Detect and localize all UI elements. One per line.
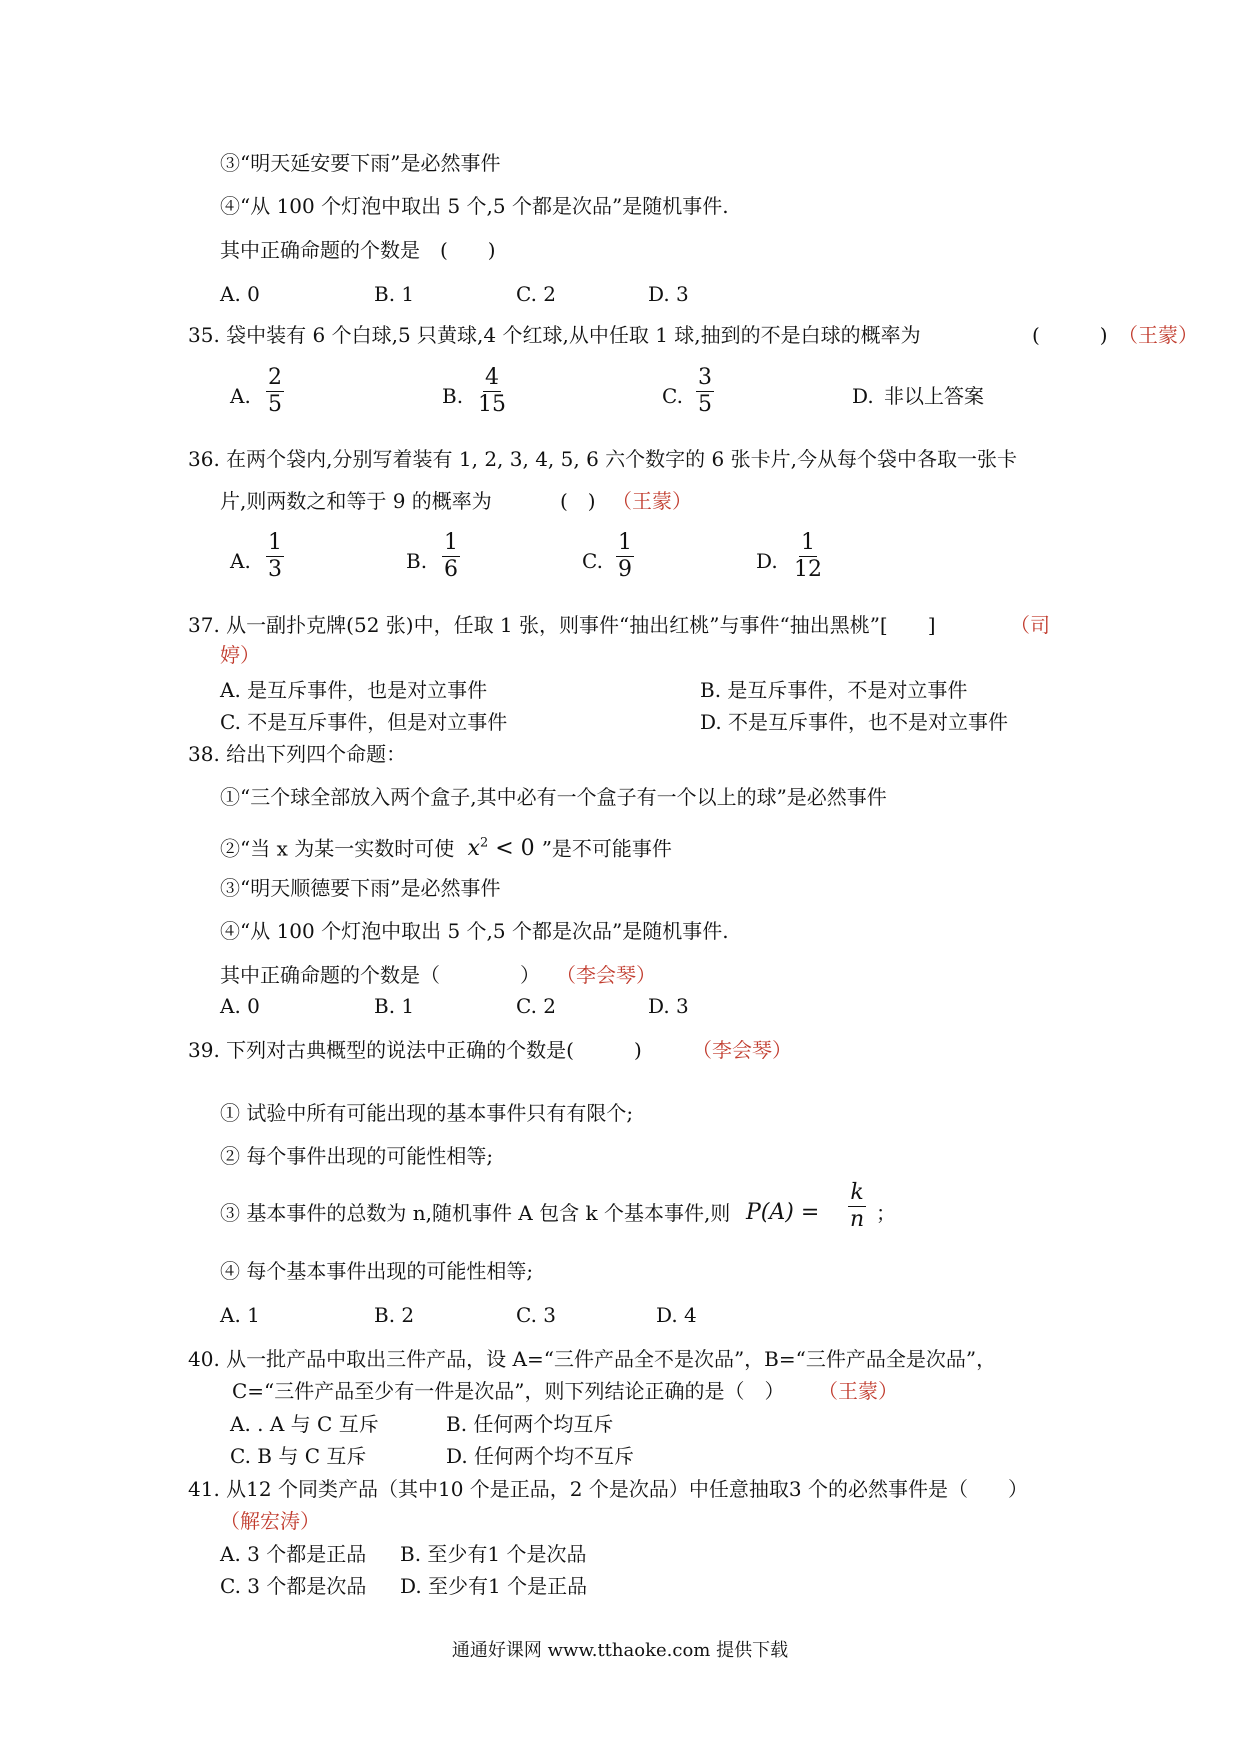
numerator: 2 [268,365,282,390]
denominator: 5 [698,392,712,417]
q39-author: （李会琴） [692,1038,792,1062]
q39-item-4: ④ 每个基本事件出现的可能性相等; [220,1259,534,1283]
probability-formula-fraction [848,1180,866,1233]
q35-paren: ( ) [1032,323,1108,347]
q38-stem: 38. 给出下列四个命题： [188,742,407,766]
q36-option-c-fraction [616,530,634,583]
q41-option-a: A. 3 个都是正品 [220,1542,367,1566]
q38-item-1: ①“三个球全部放入两个盒子,其中必有一个盒子有一个以上的球”是必然事件 [220,785,887,809]
q35-option-a-label: A. [230,384,251,408]
q40-option-a: A. . A 与 C 互斥 [230,1412,379,1436]
q34-item-3: ③“明天延安要下雨”是必然事件 [220,151,501,175]
q38-item-3: ③“明天顺德要下雨”是必然事件 [220,876,501,900]
q38-option-c: C. 2 [516,994,557,1018]
q40-option-c: C. B 与 C 互斥 [230,1444,367,1468]
q37-option-b: B. 是互斥事件，不是对立事件 [700,678,968,702]
q39-option-d: D. 4 [656,1303,697,1327]
q35-option-d-text: 非以上答案 [884,384,984,408]
q41-option-d: D. 至少有1 个是正品 [400,1574,588,1598]
q38-option-d: D. 3 [648,994,689,1018]
page-footer: 通通好课网 www.tthaoke.com 提供下载 [451,1640,789,1661]
q39-option-b: B. 2 [374,1303,415,1327]
q38-item-2-end: ”是不可能事件 [541,836,672,861]
q36-option-b-label: B. [406,549,428,573]
q37-author-part-2: 婷） [220,643,260,667]
q41-stem: 41. 从12 个同类产品（其中10 个是正品，2 个是次品）中任意抽取3 个的必然事件是（ ） [188,1477,1028,1501]
q39-option-a: A. 1 [220,1303,260,1327]
q38-item-2-start: ②“当 x 为某一实数时可使 [220,836,455,861]
q39-item-3: ③ 基本事件的总数为 n,随机事件 A 包含 k 个基本事件,则 [220,1201,731,1225]
q41-option-b: B. 至少有1 个是次品 [400,1542,587,1566]
q40-stem-line-1: 40. 从一批产品中取出三件产品，设 A=“三件产品全不是次品”，B=“三件产品全是次品”， [188,1347,997,1371]
q36-option-a-label: A. [230,549,251,573]
q35-author: （王蒙） [1118,323,1198,347]
denominator: 5 [268,392,282,417]
q35-option-c-fraction [696,365,714,418]
q40-stem-line-2: C=“三件产品至少有一件是次品”，则下列结论正确的是（ ） [232,1379,785,1403]
q34-option-d: D. 3 [648,282,689,306]
q41-author: （解宏涛） [220,1509,320,1533]
q41-option-c: C. 3 个都是次品 [220,1574,367,1598]
q35-option-d-label: D. [852,384,874,408]
q36-paren: ( ) [560,489,596,513]
q38-ask: 其中正确命题的个数是（ ） [220,963,540,987]
numerator: 4 [485,365,499,390]
q34-option-a: A. 0 [220,282,260,306]
q38-item-4: ④“从 100 个灯泡中取出 5 个,5 个都是次品”是随机事件. [220,919,729,943]
q38-option-b: B. 1 [374,994,415,1018]
q34-option-b: B. 1 [374,282,415,306]
denominator: 12 [794,557,822,582]
q40-option-d: D. 任何两个均不互斥 [446,1444,635,1468]
denominator: 3 [268,557,282,582]
q39-stem: 39. 下列对古典概型的说法中正确的个数是( ) [188,1038,642,1062]
q36-stem-line-2: 片,则两数之和等于 9 的概率为 [220,489,492,513]
q40-option-b: B. 任何两个均互斥 [446,1412,614,1436]
numerator: k [850,1180,864,1205]
q35-option-a-fraction [266,365,284,418]
denominator: 15 [478,392,506,417]
probability-formula-lhs: P(A) = [746,1200,820,1225]
q35-option-b-label: B. [442,384,464,408]
denominator: n [850,1207,865,1232]
q37-stem: 37. 从一副扑克牌(52 张)中，任取 1 张，则事件“抽出红桃”与事件“抽出黑桃”[ ] [188,613,936,637]
q37-option-c: C. 不是互斥事件，但是对立事件 [220,710,508,734]
q36-option-d-label: D. [756,549,778,573]
q37-author-part-1: （司 [1010,613,1050,637]
q37-option-d: D. 不是互斥事件，也不是对立事件 [700,710,1009,734]
q36-option-b-fraction [442,530,460,583]
denominator: 9 [618,557,632,582]
q36-option-c-label: C. [582,549,603,573]
q34-option-c: C. 2 [516,282,557,306]
q34-item-4: ④“从 100 个灯泡中取出 5 个,5 个都是次品”是随机事件. [220,194,729,218]
q36-author: （王蒙） [612,489,692,513]
q40-author: （王蒙） [818,1379,898,1403]
q36-stem-line-1: 36. 在两个袋内,分别写着装有 1, 2, 3, 4, 5, 6 六个数字的 6 张卡片,今从每个袋中各取一张卡 [188,447,1017,471]
q39-option-c: C. 3 [516,1303,557,1327]
q36-option-a-fraction [266,530,284,583]
numerator: 1 [444,530,458,555]
numerator: 1 [268,530,282,555]
q36-option-d-fraction [792,530,824,583]
inequality-formula: $x^2 < 0$ [460,836,542,862]
q35-option-b-fraction [476,365,508,418]
q35-option-c-label: C. [662,384,683,408]
q39-item-2: ② 每个事件出现的可能性相等; [220,1144,494,1168]
numerator: 3 [698,365,712,390]
q38-option-a: A. 0 [220,994,260,1018]
q39-item-1: ① 试验中所有可能出现的基本事件只有有限个; [220,1101,634,1125]
q34-stem: 其中正确命题的个数是 ( ) [220,238,496,262]
q38-item-2 [220,831,672,862]
q37-option-a: A. 是互斥事件，也是对立事件 [220,678,488,702]
probability-formula-end: ； [876,1201,896,1225]
numerator: 1 [618,530,632,555]
denominator: 6 [444,557,458,582]
q35-stem: 35. 袋中装有 6 个白球,5 只黄球,4 个红球,从中任取 1 球,抽到的不是白球的概率为 [188,323,921,347]
numerator: 1 [801,530,815,555]
q38-author: （李会琴） [556,963,656,987]
